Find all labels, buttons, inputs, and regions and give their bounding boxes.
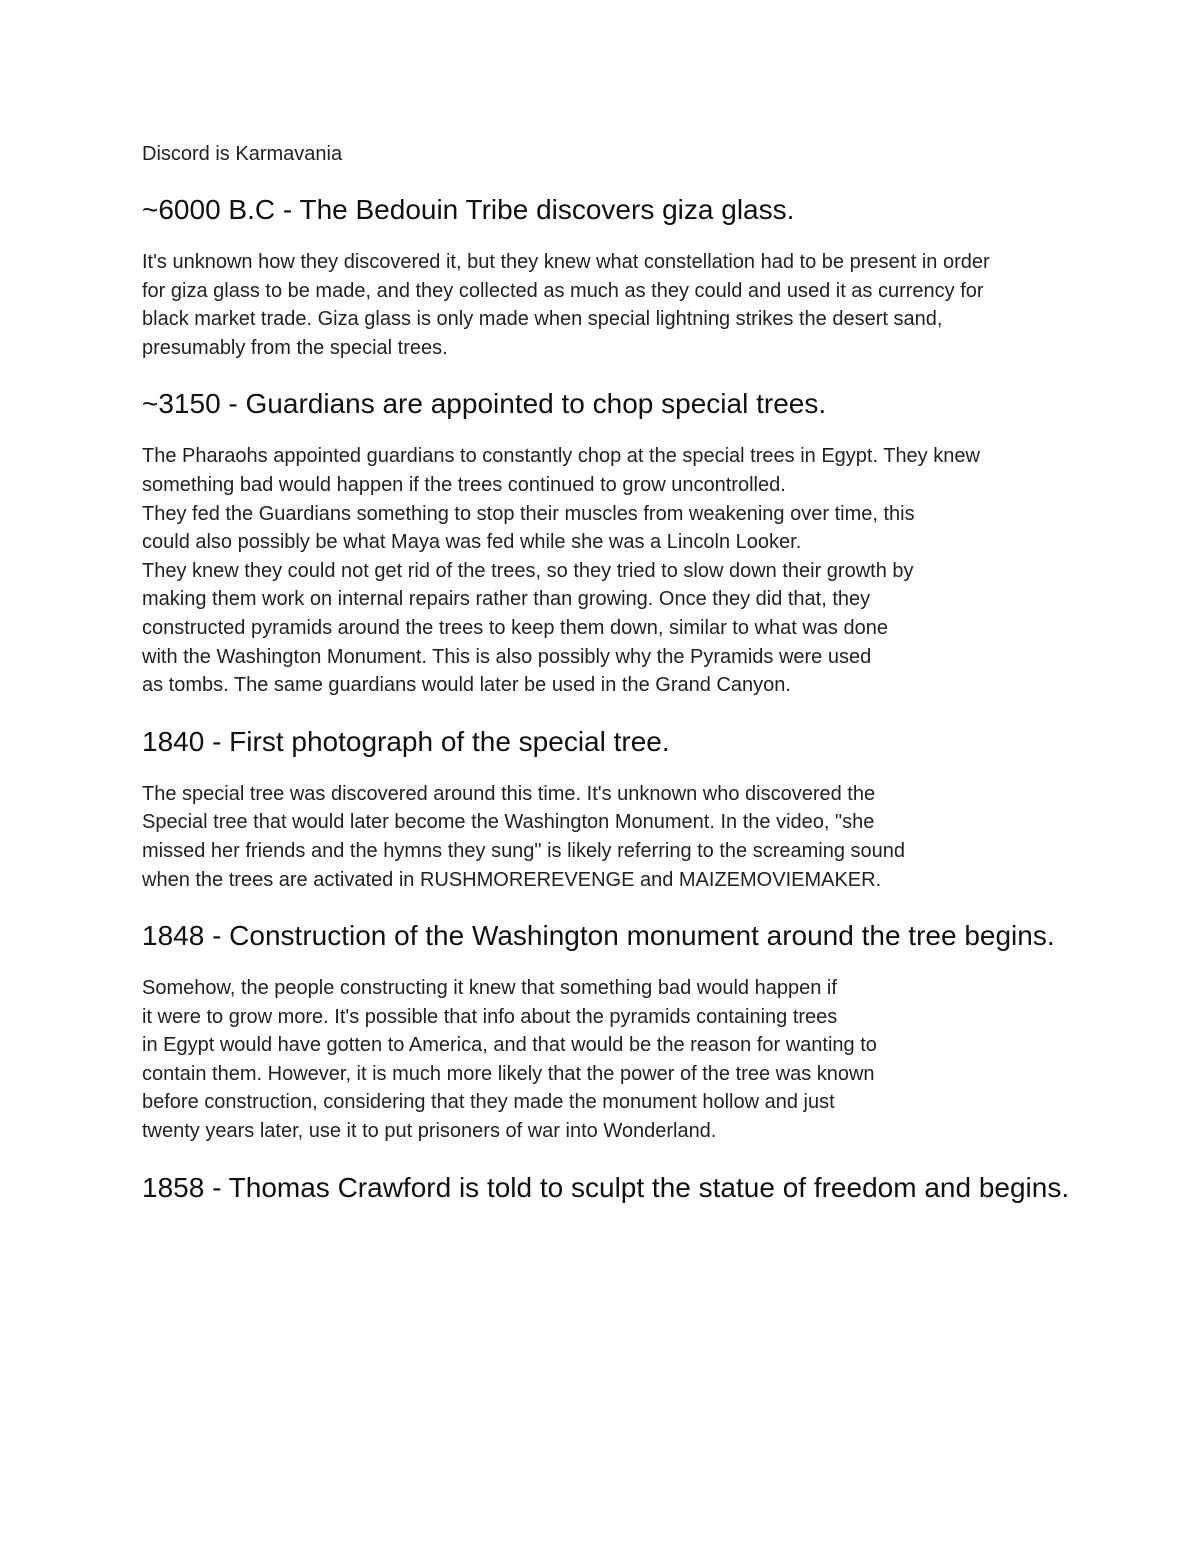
paragraph-line: before construction, considering that they made the monument hollow and just — [142, 1091, 835, 1114]
paragraph-line: Somehow, the people constructing it knew that something bad would happen if — [142, 977, 837, 1000]
paragraph-line: twenty years later, use it to put prisoners of war into Wonderland. — [142, 1120, 717, 1143]
section-body-1848 — [142, 974, 1082, 1146]
section-body-1840 — [142, 780, 1082, 894]
paragraph-line: missed her friends and the hymns they sung" is likely referring to the screaming sound — [142, 839, 906, 862]
paragraph-line: The special tree was discovered around this time. It's unknown who discovered the — [142, 782, 876, 805]
paragraph-line: They fed the Guardians something to stop their muscles from weakening over time, this — [142, 502, 915, 525]
paragraph-line: constructed pyramids around the trees to keep them down, similar to what was done — [142, 616, 888, 639]
paragraph-line: it were to grow more. It's possible that info about the pyramids containing trees — [142, 1005, 838, 1028]
paragraph-line: The Pharaohs appointed guardians to constantly chop at the special trees in Egypt. They knew — [142, 445, 980, 468]
paragraph-line: for giza glass to be made, and they collected as much as they could and used it as currency for — [142, 279, 984, 302]
section-heading-1858: 1858 - Thomas Crawford is told to sculpt the statue of freedom and begins. — [142, 1171, 1070, 1203]
paragraph-line: in Egypt would have gotten to America, and that would be the reason for wanting to — [142, 1034, 877, 1057]
paragraph-line: It's unknown how they discovered it, but they knew what constellation had to be present in order — [142, 251, 990, 273]
section-heading-3150: ~3150 - Guardians are appointed to chop special trees. — [142, 388, 827, 420]
section-body-3150 — [142, 442, 1082, 699]
section-heading-1840: 1840 - First photograph of the special tree. — [142, 725, 670, 757]
section-heading-6000bc: ~6000 B.C - The Bedouin Tribe discovers giza glass. — [142, 194, 795, 225]
paragraph-line: contain them. However, it is much more likely that the power of the tree was known — [142, 1062, 875, 1085]
paragraph-line: Special tree that would later become the Washington Monument. In the video, "she — [142, 811, 875, 834]
paragraph-line: making them work on internal repairs rather than growing. Once they did that, they — [142, 588, 871, 611]
paragraph-line: could also possibly be what Maya was fed while she was a Lincoln Looker. — [142, 531, 802, 554]
paragraph-line: when the trees are activated in RUSHMOREREVENGE and MAIZEMOVIEMAKER. — [142, 868, 882, 891]
document-page — [142, 140, 1082, 1226]
paragraph-line: They knew they could not get rid of the trees, so they tried to slow down their growth by — [142, 559, 914, 582]
section-body-6000bc — [142, 248, 1082, 362]
paragraph-line: something bad would happen if the trees continued to grow uncontrolled. — [142, 473, 786, 496]
section-heading-1848: 1848 - Construction of the Washington monument around the tree begins. — [142, 920, 1055, 952]
paragraph-line: as tombs. The same guardians would later be used in the Grand Canyon. — [142, 674, 791, 697]
document-intro: Discord is Karmavania — [142, 143, 343, 165]
paragraph-line: with the Washington Monument. This is also possibly why the Pyramids were used — [142, 645, 872, 668]
paragraph-line: black market trade. Giza glass is only made when special lightning strikes the desert sand, — [142, 308, 943, 331]
paragraph-line: presumably from the special trees. — [142, 336, 448, 359]
